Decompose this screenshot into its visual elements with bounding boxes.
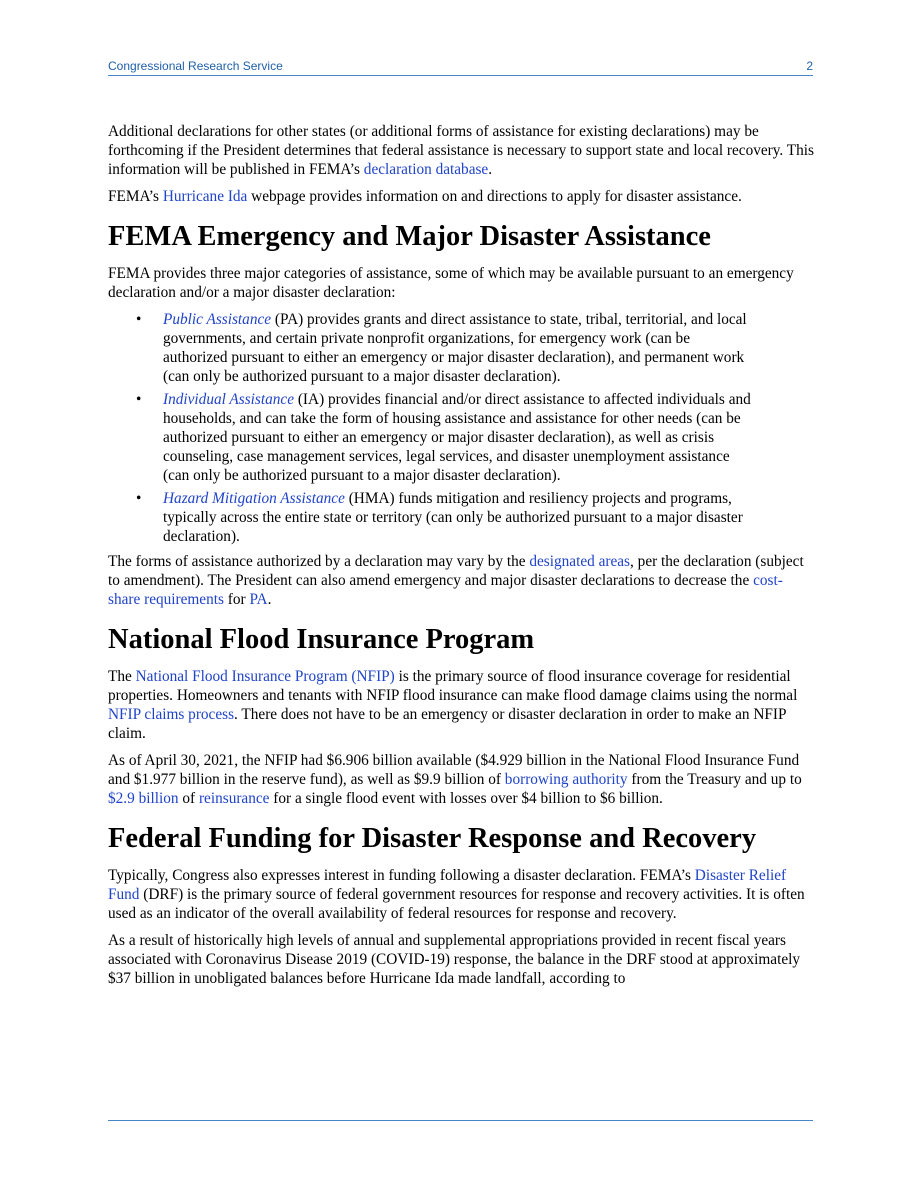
section-heading-fema-assistance: FEMA Emergency and Major Disaster Assistance: [108, 221, 711, 252]
paragraph: The forms of assistance authorized by a declaration may vary by the designated areas, per the declaration (subject to amendment). The President can also amend emergency and major disaster declarations to decrease the cost-share requirements for PA.: [108, 553, 804, 608]
bullet-icon: •: [136, 391, 142, 408]
bullet-icon: •: [136, 490, 142, 507]
disaster-relief-fund-link[interactable]: Disaster Relief Fund: [108, 867, 787, 903]
reinsurance-amount-link[interactable]: $2.9 billion: [108, 790, 179, 807]
pa-link[interactable]: PA: [249, 591, 268, 608]
footer-divider: [108, 1120, 813, 1121]
nfip-claims-link[interactable]: NFIP claims process: [108, 706, 235, 723]
page-number: 2: [806, 59, 813, 73]
list-item: • Hazard Mitigation Assistance (HMA) funds mitigation and resiliency projects and programs, typically across the entire state or territory (can only be authorized pursuant to a major disaster declaration).: [136, 490, 743, 545]
public-assistance-link[interactable]: Public Assistance: [163, 311, 272, 328]
hazard-mitigation-link[interactable]: Hazard Mitigation Assistance: [163, 490, 345, 507]
hurricane-ida-link[interactable]: Hurricane Ida: [162, 188, 248, 205]
paragraph: As of April 30, 2021, the NFIP had $6.906 billion available ($4.929 billion in the National Flood Insurance Fund and $1.977 billion in the reserve fund), as well as $9.9 billion of borrowing authority from the Treasury and up to $2.9 billion of reinsurance for a single flood event with losses over $4 billion to $6 billion.: [108, 752, 802, 807]
cost-share-link[interactable]: cost-share requirements: [108, 572, 783, 608]
borrowing-authority-link[interactable]: borrowing authority: [504, 771, 628, 788]
reinsurance-link[interactable]: reinsurance: [198, 790, 270, 807]
paragraph: As a result of historically high levels of annual and supplemental appropriations provided in recent fiscal years associated with Coronavirus Disease 2019 (COVID-19) response, the balance in the DRF stood at approximately $37 billion in unobligated balances before Hurricane Ida made landfall, according to: [108, 932, 801, 987]
paragraph: FEMA’s Hurricane Ida webpage provides information on and directions to apply for disaster assistance.: [108, 188, 742, 205]
designated-areas-link[interactable]: designated areas: [529, 553, 631, 570]
paragraph: The National Flood Insurance Program (NFIP) is the primary source of flood insurance coverage for residential properties. Homeowners and tenants with NFIP flood insurance can make flood damage claims using the normal NFIP claims process. There does not have to be an emergency or disaster declaration in order to make an NFIP claim.: [108, 668, 798, 742]
list-item: • Individual Assistance (IA) provides financial and/or direct assistance to affected individuals and households, and can take the form of housing assistance and assistance for other needs (can be authorized pursuant to either an emergency or major disaster declaration), as well as crisis counseling, case management services, legal services, and disaster unemployment assistance (can only be authorized pursuant to a major disaster declaration).: [136, 391, 751, 484]
section-heading-federal-funding: Federal Funding for Disaster Response and Recovery: [108, 823, 757, 854]
paragraph: FEMA provides three major categories of assistance, some of which may be available pursuant to an emergency declaration and/or a major disaster declaration:: [108, 265, 794, 301]
page-header: [108, 58, 813, 76]
header-source: Congressional Research Service: [108, 59, 283, 73]
bullet-icon: •: [136, 311, 142, 328]
nfip-link[interactable]: National Flood Insurance Program (NFIP): [135, 668, 395, 685]
paragraph: Typically, Congress also expresses interest in funding following a disaster declaration. FEMA’s Disaster Relief Fund (DRF) is the primary source of federal government resources for response and recovery activities. It is often used as an indicator of the overall availability of federal resources for response and recovery.: [108, 867, 805, 922]
declaration-database-link[interactable]: declaration database: [363, 161, 489, 178]
paragraph: Additional declarations for other states (or additional forms of assistance for existing declarations) may be forthcoming if the President determines that federal assistance is necessary to support state and local recovery. This information will be published in FEMA’s declaration database.: [108, 123, 814, 178]
individual-assistance-link[interactable]: Individual Assistance: [163, 391, 295, 408]
section-heading-nfip: National Flood Insurance Program: [108, 624, 535, 655]
assistance-list: [108, 310, 814, 546]
list-item: • Public Assistance (PA) provides grants and direct assistance to state, tribal, territorial, and local governments, and certain private nonprofit organizations, for emergency work (can be authorized pursuant to either an emergency or major disaster declaration), and permanent work (can only be authorized pursuant to a major disaster declaration).: [136, 311, 747, 385]
document-body: [108, 122, 814, 996]
